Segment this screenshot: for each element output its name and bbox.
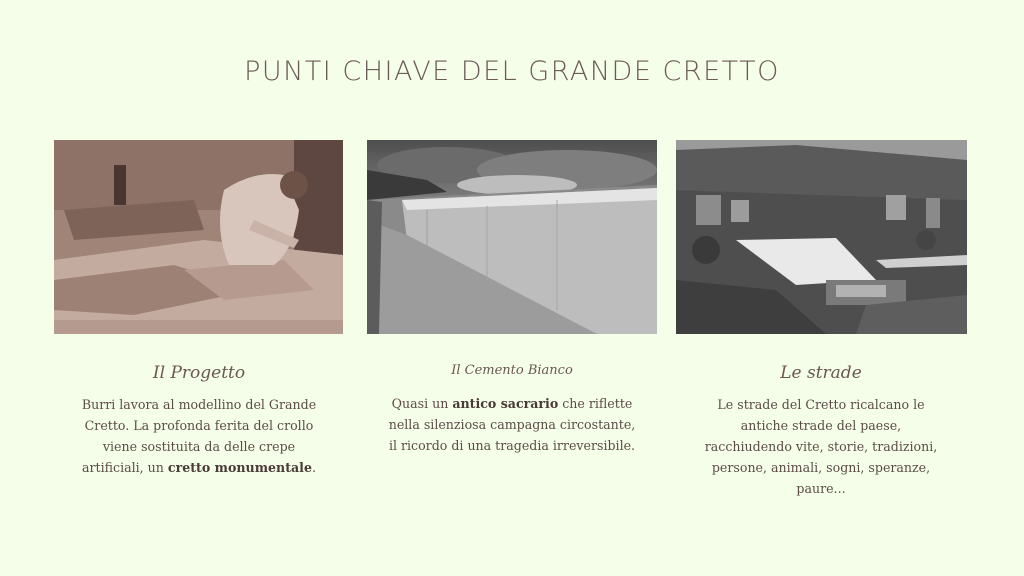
concrete-walls-photo	[367, 140, 657, 334]
progetto-column	[54, 360, 344, 478]
cemento-heading: Il Cemento Bianco	[451, 363, 573, 378]
cemento-column	[367, 360, 657, 456]
progetto-heading: Il Progetto	[152, 363, 246, 383]
strade-heading: Le strade	[780, 363, 862, 383]
strade-text: Le strade del Cretto ricalcano le antiche strade del paese, racchiudendo vite, storie, tradizioni, persone, animali, sogni, speranze, paure...	[704, 397, 938, 496]
town-ruins-photo	[676, 140, 967, 334]
progetto-text: Burri lavora al modellino del Grande Cretto. La profonda ferita del crollo viene sostituita da delle crepe artificiali, un cretto monumentale.	[81, 397, 317, 475]
strade-column	[676, 360, 966, 499]
slide-title: PUNTI CHIAVE DEL GRANDE CRETTO	[244, 56, 780, 87]
cemento-text: Quasi un antico sacrario che riflette nella silenziosa campagna circostante, il ricordo di una tragedia irreversibile.	[388, 396, 636, 453]
artist-model-photo	[54, 140, 343, 334]
